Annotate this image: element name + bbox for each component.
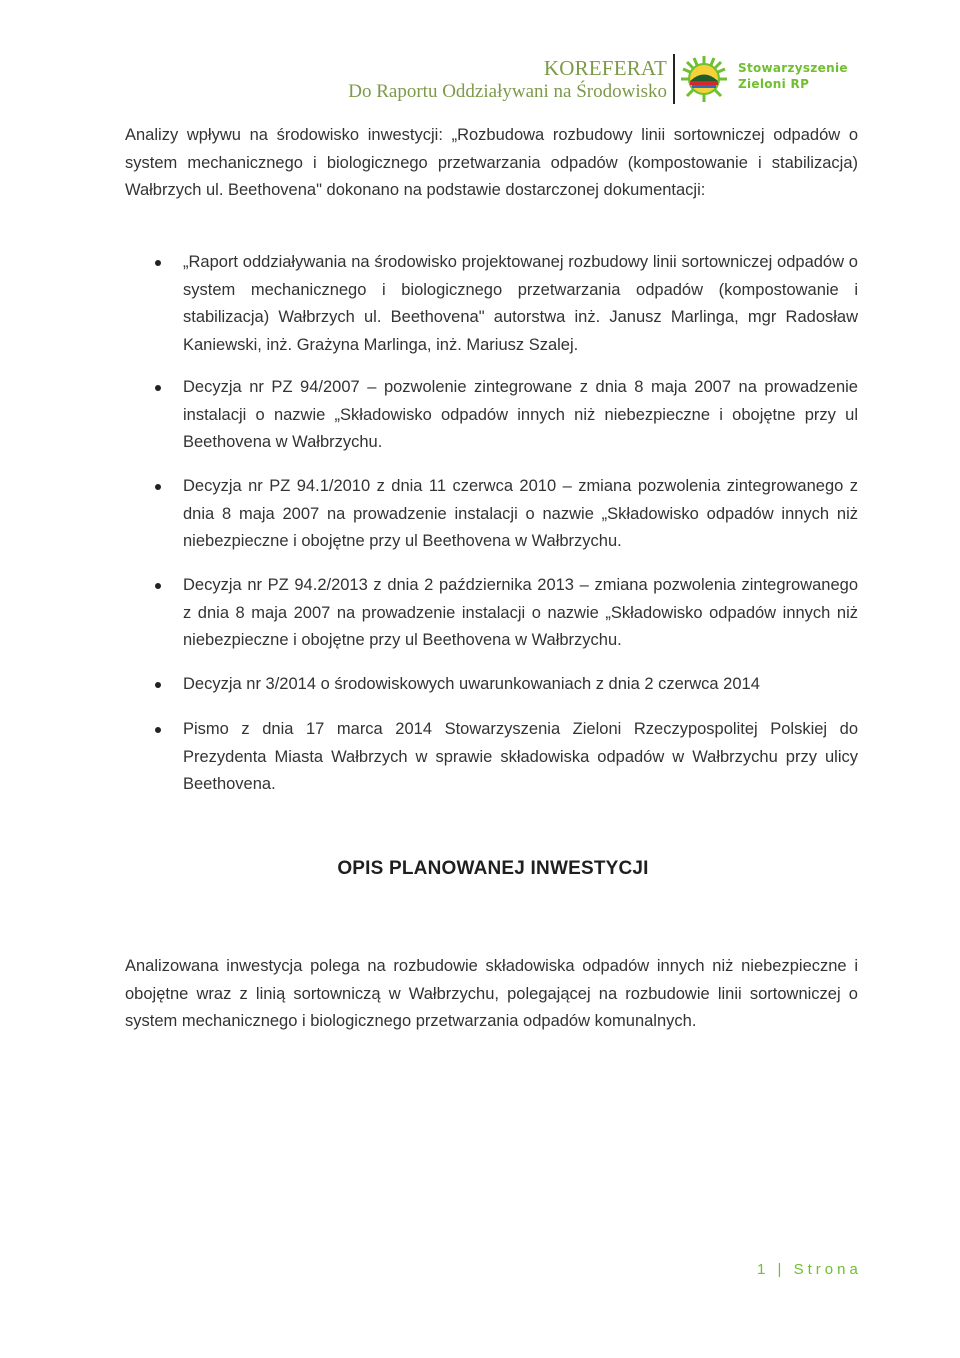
list-item bbox=[183, 374, 858, 457]
bullet-icon bbox=[155, 385, 161, 391]
page-header bbox=[0, 52, 960, 112]
description-paragraph: Analizowana inwestycja polega na rozbudowie składowiska odpadów innych niż niebezpieczne i obojętne wraz z linią sortowniczą w Wałbrzychu, polegającej na rozbudowie linii sortowniczej o system mechanicznego i biologicznego przetwarzania odpadów komunalnych. bbox=[125, 957, 858, 1030]
page-label: Strona bbox=[793, 1261, 862, 1278]
list-item bbox=[183, 473, 858, 556]
list-item-text: Decyzja nr PZ 94.1/2010 z dnia 11 czerwca 2010 – zmiana pozwolenia zintegrowanego z dnia 8 maja 2007 na prowadzenie instalacji o nazwie „Składowisko odpadów innych niż niebezpieczne i obojętne przy ul Beethovena w Wałbrzychu. bbox=[183, 477, 858, 550]
list-item-text: Decyzja nr 3/2014 o środowiskowych uwarunkowaniach z dnia 2 czerwca 2014 bbox=[183, 675, 760, 693]
page-footer bbox=[757, 1261, 862, 1278]
bullet-icon bbox=[155, 484, 161, 490]
org-name-line2: Zieloni RP bbox=[738, 77, 810, 91]
header-titles bbox=[348, 56, 667, 104]
list-item bbox=[183, 572, 858, 655]
sun-emblem-icon bbox=[679, 54, 729, 104]
list-item-text: Decyzja nr PZ 94/2007 – pozwolenie zintegrowane z dnia 8 maja 2007 na prowadzenie instalacji o nazwie „Składowisko odpadów innych niż niebezpieczne i obojętne przy ul Beethovena w Wałbrzychu. bbox=[183, 378, 858, 451]
bullet-icon bbox=[155, 727, 161, 733]
bullet-icon bbox=[155, 682, 161, 688]
list-item bbox=[183, 671, 858, 699]
org-name-line1: Stowarzyszenie bbox=[738, 61, 848, 75]
header-title: KOREFERAT bbox=[543, 56, 667, 80]
footer-separator: | bbox=[777, 1261, 786, 1278]
list-item-text: Decyzja nr PZ 94.2/2013 z dnia 2 października 2013 – zmiana pozwolenia zintegrowanego z dnia 8 maja 2007 na prowadzenie instalacji o nazwie „Składowisko odpadów innych niż niebezpieczne i obojętne przy ul Beethovena w Wałbrzychu. bbox=[183, 576, 858, 649]
bullet-icon bbox=[155, 260, 161, 266]
list-item bbox=[183, 249, 858, 359]
intro-paragraph: Analizy wpływu na środowisko inwestycji: „Rozbudowa rozbudowy linii sortowniczej odpadów o system mechanicznego i biologicznego przetwarzania odpadów (kompostowanie i stabilizacja) Wałbrzych ul. Beethovena" dokonano na podstawie dostarczonej dokumentacji: bbox=[125, 126, 858, 199]
section-title: OPIS PLANOWANEJ INWESTYCJI bbox=[337, 858, 649, 879]
list-item bbox=[183, 716, 858, 799]
header-organization bbox=[738, 60, 848, 92]
header-divider bbox=[673, 54, 675, 104]
page-number: 1 bbox=[757, 1261, 770, 1278]
bullet-icon bbox=[155, 583, 161, 589]
list-item-text: „Raport oddziaływania na środowisko projektowanej rozbudowy linii sortowniczej odpadów o system mechanicznego i biologicznego przetwarzania odpadów (kompostowanie i stabilizacja) Wałbrzych ul. Beethovena" autorstwa inż. Janusz Marlinga, mgr Radosław Kaniewski, inż. Grażyna Marlinga, inż. Mariusz Szalej. bbox=[183, 253, 858, 354]
list-item-text: Pismo z dnia 17 marca 2014 Stowarzyszenia Zieloni Rzeczypospolitej Polskiej do Prezydenta Miasta Wałbrzych w sprawie składowiska odpadów w Wałbrzychu przy ulicy Beethovena. bbox=[183, 720, 858, 793]
header-subtitle: Do Raportu Oddziaływani na Środowisko bbox=[348, 81, 667, 102]
